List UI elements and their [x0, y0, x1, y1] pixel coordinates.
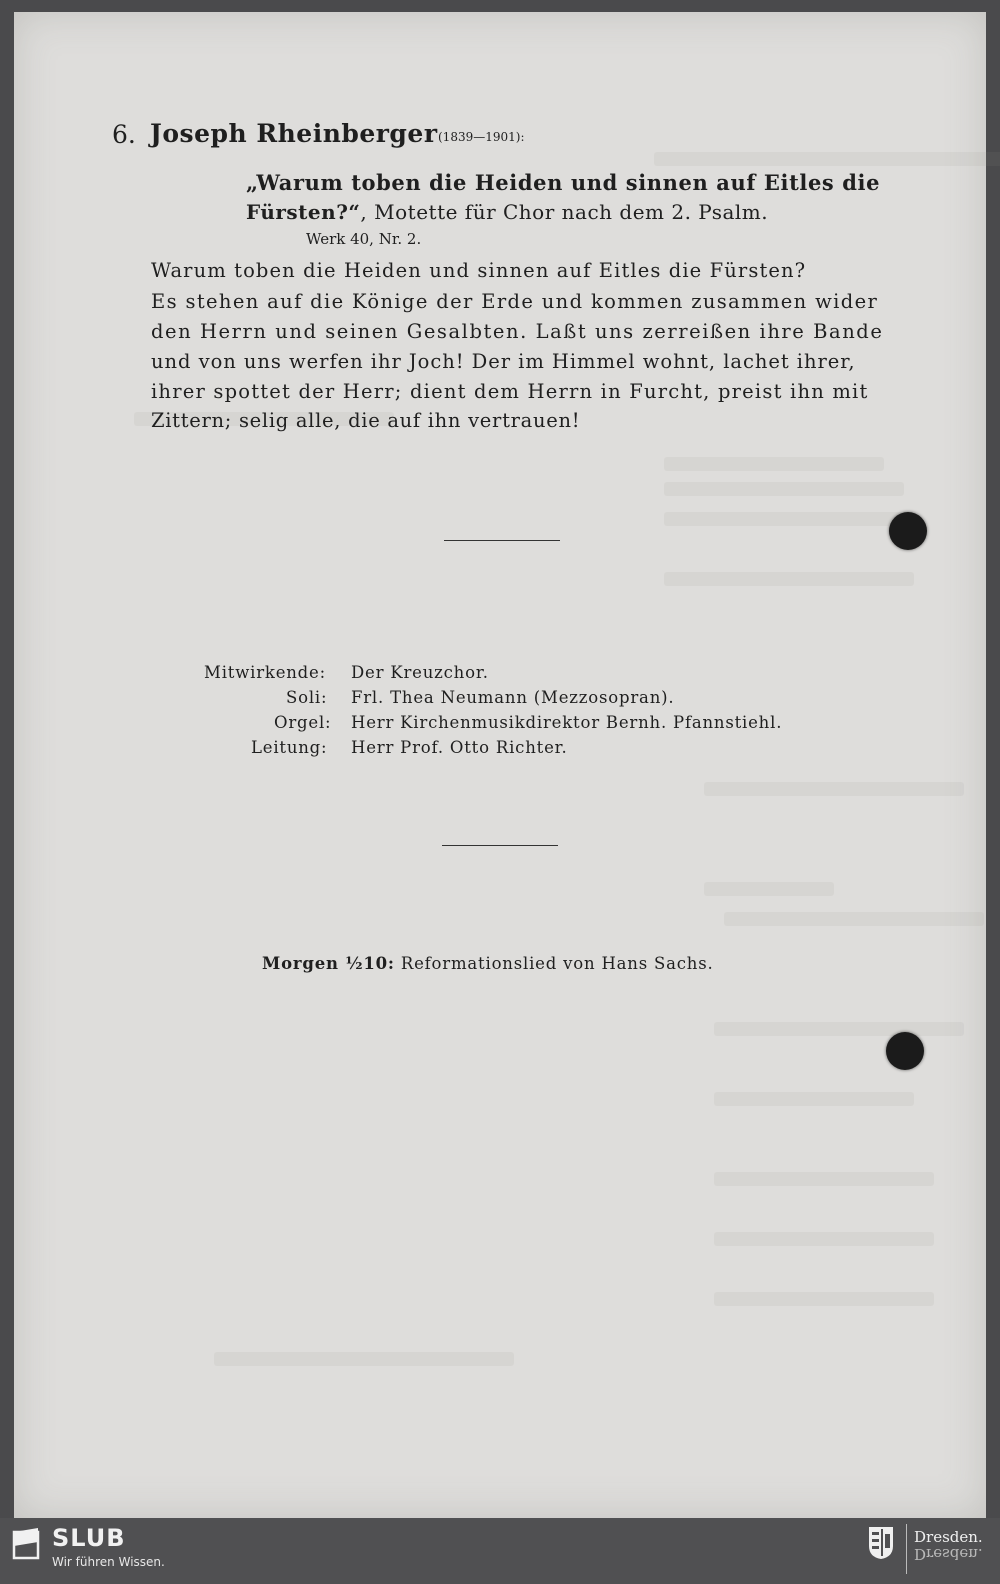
work-subtitle: , Motette für Chor nach dem 2. Psalm. — [360, 200, 769, 224]
opus-number: Werk 40, Nr. 2. — [306, 230, 422, 248]
bleed-through-text — [714, 1172, 934, 1186]
bleed-through-text — [714, 1292, 934, 1306]
composer-name: Joseph Rheinberger — [150, 119, 438, 148]
punch-hole — [886, 1032, 924, 1070]
piece-number: 6. — [112, 120, 136, 149]
slub-brand[interactable]: SLUB — [52, 1524, 126, 1552]
bleed-through-text — [714, 1232, 934, 1246]
bleed-through-text — [664, 512, 904, 526]
next-day-note — [262, 954, 714, 973]
slub-tagline: Wir führen Wissen. — [52, 1555, 165, 1569]
next-day-time: Morgen ½10: — [262, 954, 395, 973]
bleed-through-text — [214, 1352, 514, 1366]
lyric-line: Warum toben die Heiden und sinnen auf Eitles die Fürsten? — [151, 259, 807, 282]
credit-value: Der Kreuzchor. — [351, 663, 489, 682]
next-day-program: Reformationslied von Hans Sachs. — [394, 954, 714, 973]
section-divider — [442, 845, 558, 846]
punch-hole — [889, 512, 927, 550]
credit-label: Orgel: — [274, 713, 332, 732]
credit-label: Leitung: — [251, 738, 328, 757]
work-title-line: „Warum toben die Heiden und sinnen auf Eitles die — [246, 170, 881, 195]
slub-logo-icon — [12, 1528, 40, 1560]
dresden-brand-reflection: Dresden. — [914, 1545, 983, 1563]
section-divider — [444, 540, 560, 541]
composer-years: (1839—1901): — [438, 130, 525, 144]
lyric-line: ihrer spottet der Herr; dient dem Herrn in Furcht, preist ihn mit — [151, 380, 869, 403]
lyric-line: den Herrn und seinen Gesalbten. Laßt uns zerreißen ihre Bande — [151, 320, 884, 343]
bleed-through-text — [714, 1092, 914, 1106]
credit-label: Soli: — [286, 688, 328, 707]
footer-separator — [906, 1524, 907, 1574]
bleed-through-text — [724, 912, 984, 926]
bleed-through-text — [664, 572, 914, 586]
credit-label: Mitwirkende: — [204, 663, 326, 682]
lyric-line: Es stehen auf die Könige der Erde und kommen zusammen wider — [151, 290, 879, 313]
document-page — [14, 12, 986, 1518]
dresden-crest-icon — [868, 1526, 894, 1560]
credit-value: Herr Kirchenmusikdirektor Bernh. Pfannstiehl. — [351, 713, 783, 732]
viewer-footer — [0, 1518, 1000, 1584]
bleed-through-text — [664, 457, 884, 471]
bleed-through-text — [704, 882, 834, 896]
bleed-through-text — [654, 152, 1000, 166]
credit-value: Herr Prof. Otto Richter. — [351, 738, 568, 757]
work-title-end: Fürsten?“ — [246, 200, 361, 224]
bleed-through-text — [704, 782, 964, 796]
credit-value: Frl. Thea Neumann (Mezzosopran). — [351, 688, 675, 707]
dresden-brand[interactable]: Dresden. — [914, 1528, 983, 1546]
work-title-line — [246, 200, 768, 224]
bleed-through-text — [664, 482, 904, 496]
bleed-through-text — [714, 1022, 964, 1036]
lyric-line: und von uns werfen ihr Joch! Der im Himmel wohnt, lachet ihrer, — [151, 350, 856, 373]
lyric-line: Zittern; selig alle, die auf ihn vertrauen! — [151, 409, 581, 432]
